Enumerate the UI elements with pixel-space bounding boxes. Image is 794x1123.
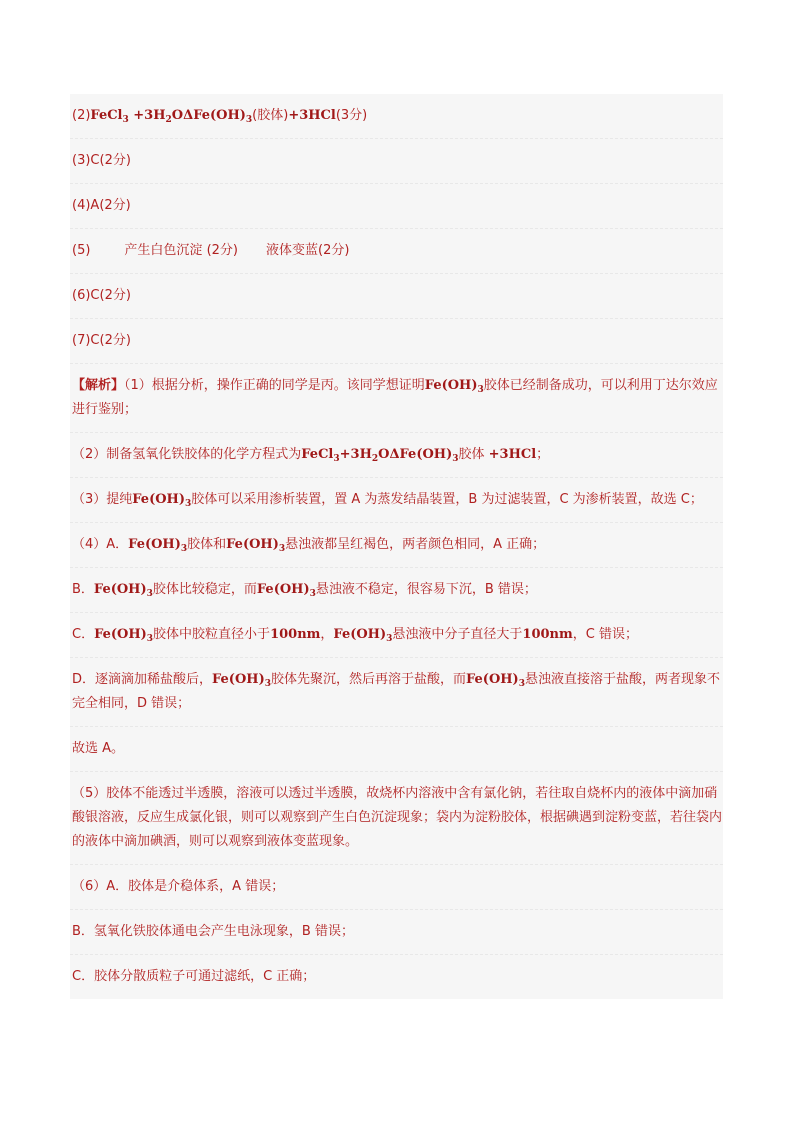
answer-6: (6)C(2分) (70, 274, 723, 319)
answer-document (70, 94, 723, 999)
analysis-paragraph-9: （5）胶体不能透过半透膜，溶液可以透过半透膜，故烧杯内溶液中含有氯化钠，若往取自烧杯内的液体中滴加硝酸银溶液，反应生成氯化银，则可以观察到产生白色沉淀现象；袋内为淀粉胶体，根据碘遇到淀粉变蓝，若往袋内的液体中滴加碘酒，则可以观察到液体变蓝现象。 (70, 772, 723, 865)
answer-5: (5) 产生白色沉淀 (2分) 液体变蓝(2分) (70, 229, 723, 274)
analysis-paragraph-3: （3）提纯$Fe(OH)_3$胶体可以采用渗析装置，置 A 为蒸发结晶装置，B 为过滤装置，C 为渗析装置，故选 C； (70, 478, 723, 523)
analysis-paragraph-6: C．$Fe(OH)_3$胶体中胶粒直径小于100nm，$Fe(OH)_3$悬浊液中分子直径大于100nm，C 错误； (70, 613, 723, 658)
analysis-paragraph-10: （6）A．胶体是介稳体系，A 错误； (70, 865, 723, 910)
answer-3: (3)C(2分) (70, 139, 723, 184)
analysis-paragraph-11: B．氢氧化铁胶体通电会产生电泳现象，B 错误； (70, 910, 723, 955)
answer-4: (4)A(2分) (70, 184, 723, 229)
analysis-paragraph-2: （2）制备氢氧化铁胶体的化学方程式为$FeCl_3+3H_2O\Delta Fe(OH)_3$胶体 +3HCl； (70, 433, 723, 478)
analysis-paragraph-4: （4）A．$Fe(OH)_3$胶体和$Fe(OH)_3$悬浊液都呈红褐色，两者颜色相同，A 正确； (70, 523, 723, 568)
answer-7: (7)C(2分) (70, 319, 723, 364)
analysis-paragraph-5: B．$Fe(OH)_3$胶体比较稳定，而$Fe(OH)_3$悬浊液不稳定，很容易下沉，B 错误； (70, 568, 723, 613)
answer-number: (2) (72, 108, 91, 123)
analysis-paragraph-1: 【解析】（1）根据分析，操作正确的同学是丙。该同学想证明$Fe(OH)_3$胶体已经制备成功，可以利用丁达尔效应进行鉴别； (70, 364, 723, 433)
answer-2: (2)FeCl$_3$ $+3H_2O\Delta Fe(OH)_3$(胶体)+3HCl(3分) (70, 94, 723, 139)
analysis-paragraph-8: 故选 A。 (70, 727, 723, 772)
analysis-tag: 【解析】 (72, 378, 125, 393)
analysis-paragraph-12: C．胶体分散质粒子可通过滤纸，C 正确； (72, 969, 316, 984)
analysis-paragraph-7: D．逐滴滴加稀盐酸后，$Fe(OH)_3$胶体先聚沉，然后再溶于盐酸，而$Fe(OH)_3$悬浊液直接溶于盐酸，两者现象不完全相同，D 错误； (70, 658, 723, 727)
